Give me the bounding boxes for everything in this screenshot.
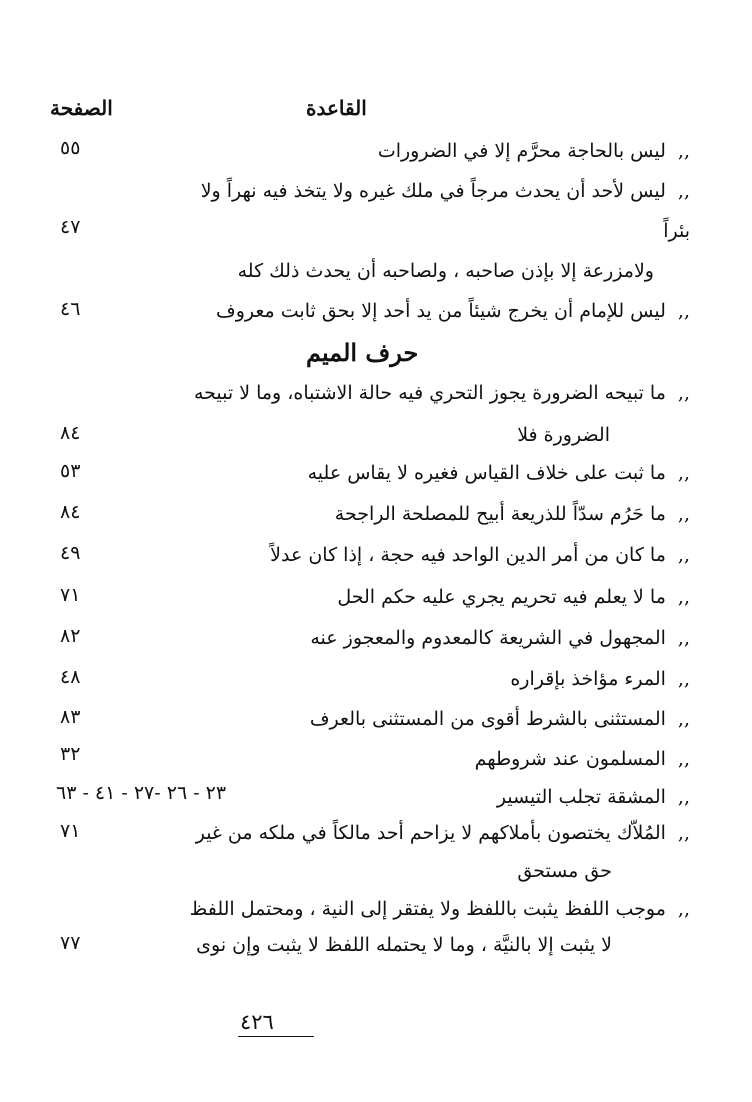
rule-line xyxy=(308,462,690,484)
page-ref: ٨٣ xyxy=(60,706,81,728)
rule-continuation: الضرورة فلا xyxy=(517,424,610,446)
page-ref: ٨٤ xyxy=(60,422,81,444)
rule-line xyxy=(378,140,690,162)
ditto-mark: ,, xyxy=(677,503,690,525)
page-ref: ٥٣ xyxy=(60,460,81,482)
rule-line xyxy=(310,708,690,730)
rule-line xyxy=(335,503,690,525)
rule-text: ليس للإمام أن يخرج شيئاً من يد أحد إلا بحق ثابت معروف xyxy=(216,300,666,322)
rule-line xyxy=(510,668,690,690)
rule-line xyxy=(196,822,690,844)
section-heading-mim: حرف الميم xyxy=(306,338,419,367)
rule-line xyxy=(337,586,690,608)
page-ref: ٣٢ xyxy=(60,743,81,765)
page-number: ٤٢٦ xyxy=(240,1010,274,1034)
page-ref: ٤٧ xyxy=(60,216,81,238)
page-ref: ٨٤ xyxy=(60,501,81,523)
page-ref: ٧٧ xyxy=(60,932,81,954)
rule-text: ما ثبت على خلاف القياس فغيره لا يقاس عليه xyxy=(307,462,666,484)
ditto-mark: ,, xyxy=(677,462,690,484)
rule-line xyxy=(194,382,690,404)
ditto-mark: ,, xyxy=(677,668,690,690)
page-ref: ٤٦ xyxy=(60,298,81,320)
rule-text: ليس بالحاجة محرَّم إلا في الضرورات xyxy=(377,140,666,162)
rule-text: موجب اللفظ يثبت باللفظ ولا يفتقر إلى النية ، ومحتمل اللفظ xyxy=(189,898,666,920)
rule-text: ما كان من أمر الدين الواحد فيه حجة ، إذا كان عدلاً xyxy=(270,544,666,566)
rule-line xyxy=(216,300,690,322)
rule-line xyxy=(190,898,690,920)
rule-text: المستثنى بالشرط أقوى من المستثنى بالعرف xyxy=(309,708,666,730)
rule-text: ما حَرُم سدّاً للذريعة أبيح للمصلحة الراجحة xyxy=(334,503,666,525)
ditto-mark: ,, xyxy=(677,627,690,649)
rule-text: المجهول في الشريعة كالمعدوم والمعجوز عنه xyxy=(310,627,666,649)
page-ref: ٤٩ xyxy=(60,542,81,564)
rule-text: المرء مؤاخذ بإقراره xyxy=(510,668,666,690)
rule-line xyxy=(270,544,690,566)
rule-continuation: لا يثبت إلا بالنيَّة ، وما لا يحتمله اللفظ لا يثبت وإن نوى xyxy=(196,934,612,956)
rule-continuation: بئراً xyxy=(663,220,690,242)
ditto-mark: ,, xyxy=(677,708,690,730)
page-ref: ٤٨ xyxy=(60,666,81,688)
ditto-mark: ,, xyxy=(677,586,690,608)
column-header-page: الصفحة xyxy=(50,96,113,120)
ditto-mark: ,, xyxy=(677,822,690,844)
rule-line xyxy=(310,627,690,649)
page-ref: ٧١ xyxy=(60,584,81,606)
rule-text: المُلاّك يختصون بأملاكهم لا يزاحم أحد مالكاً في ملكه من غير xyxy=(195,822,666,844)
ditto-mark: ,, xyxy=(677,180,690,202)
page-ref: ٨٢ xyxy=(60,625,81,647)
rule-text: ما تبيحه الضرورة يجوز التحري فيه حالة الاشتباه، وما لا تبيحه xyxy=(193,382,666,404)
ditto-mark: ,, xyxy=(677,382,690,404)
page-ref: ٧١ xyxy=(60,820,81,842)
rule-line xyxy=(201,180,690,202)
rule-text: ما لا يعلم فيه تحريم يجري عليه حكم الحل xyxy=(337,586,666,608)
page-number-underline xyxy=(238,1036,314,1037)
rule-line xyxy=(475,748,690,770)
column-header-rule: القاعدة xyxy=(306,96,367,120)
page-refs-multiple: ٢٣ - ٢٦ -٢٧ - ٤١ - ٦٣ xyxy=(56,782,227,804)
ditto-mark: ,, xyxy=(677,140,690,162)
rule-continuation: حق مستحق xyxy=(517,860,612,882)
ditto-mark: ,, xyxy=(677,544,690,566)
ditto-mark: ,, xyxy=(677,300,690,322)
rule-continuation: ولامزرعة إلا بإذن صاحبه ، ولصاحبه أن يحدث ذلك كله xyxy=(237,260,654,282)
ditto-mark: ,, xyxy=(677,748,690,770)
rule-text: المسلمون عند شروطهم xyxy=(474,748,666,770)
rule-text: المشقة تجلب التيسير xyxy=(496,786,666,808)
ditto-mark: ,, xyxy=(677,786,690,808)
rule-text: ليس لأحد أن يحدث مرجاً في ملك غيره ولا يتخذ فيه نهراً ولا xyxy=(200,180,666,202)
page-ref: ٥٥ xyxy=(60,137,81,159)
rule-line xyxy=(497,786,690,808)
ditto-mark: ,, xyxy=(677,898,690,920)
